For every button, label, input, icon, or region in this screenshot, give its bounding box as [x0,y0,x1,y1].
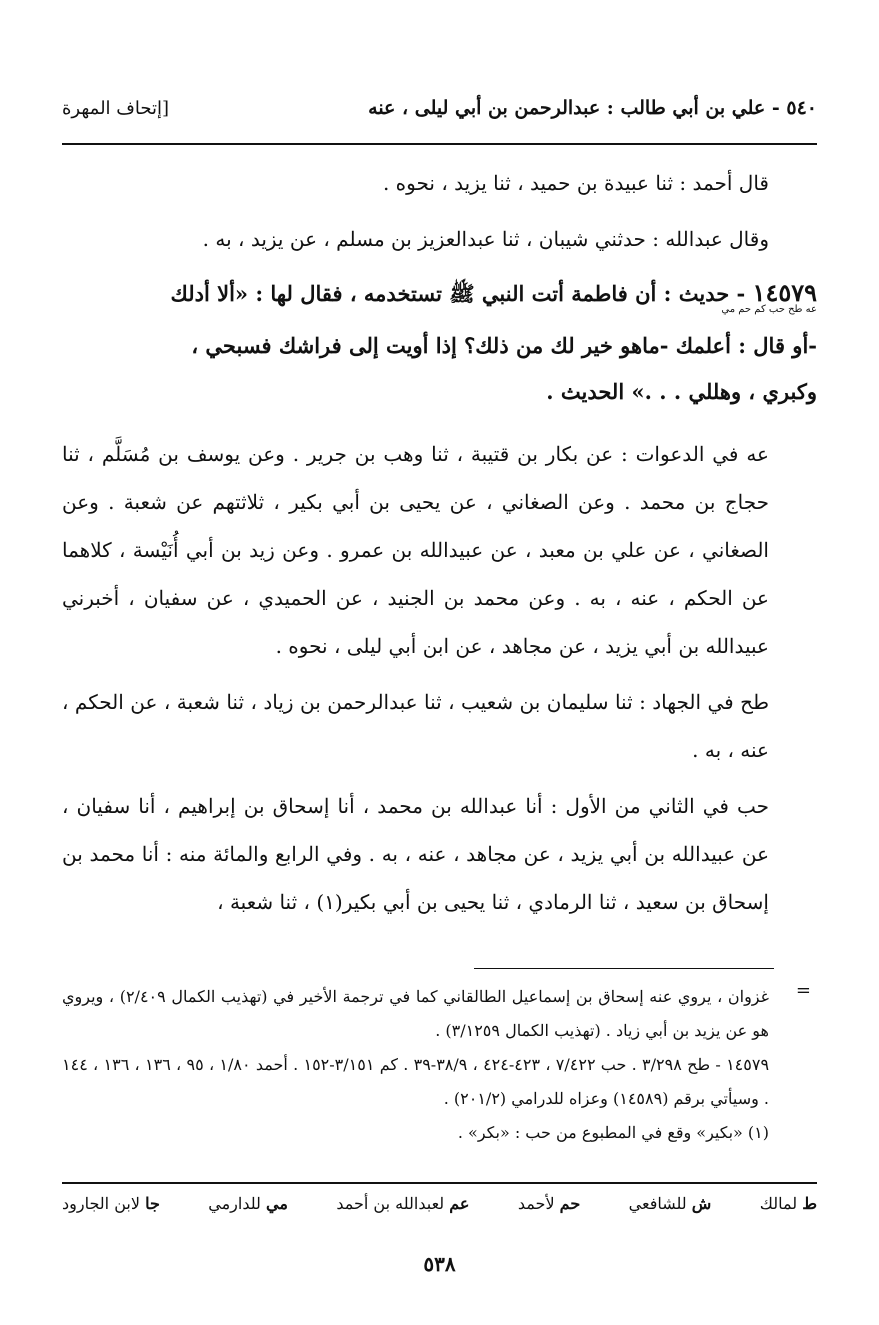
footnote-line: غزوان ، يروي عنه إسحاق بن إسماعيل الطالقاني كما في ترجمة الأخير في (تهذيب الكمال ٢/٤٠٩) ، ويروي هو عن يزيد بن أبي زياد . (تهذيب الكمال ٣/١٢٥٩) . [62,987,769,1040]
header-title: ٥٤٠ - علي بن أبي طالب : عبدالرحمن بن أبي ليلى ، عنه [368,97,817,119]
hadith-line [62,270,817,317]
page-number: ٥٣٨ [423,1252,456,1276]
takhrij-paragraph: عه في الدعوات : عن بكار بن قتيبة ، ثنا وهب بن جرير . وعن يوسف بن مُسَلَّم ، ثنا حجاج بن محمد . وعن الصغاني ، عن يحيى بن أبي بكير ، ثلاثتهم عن شعبة . وعن الصغاني ، عن علي بن معبد ، عن عبيدالله بن عمرو . وعن زيد بن أبي أُنَيْسة ، كلاهما عن الحكم ، عنه ، به . وعن محمد بن الجنيد ، عن الحميدي ، عن سفيان ، أخبرني عبيدالله بن أبي يزيد ، عن مجاهد ، عن ابن أبي ليلى ، نحوه . [62,442,769,658]
legend-item: ط لمالك [759,1194,817,1213]
footnote-rule [474,968,774,969]
intro-section [62,158,769,264]
sigla-legend [62,1194,817,1213]
legend-item: عم لعبدالله بن أحمد [336,1194,470,1213]
hadith-sigla: عه طح حب كم حم مي [721,304,817,315]
hadith-entry [62,270,817,415]
takhrij-paragraph: حب في الثاني من الأول : أنا عبدالله بن محمد ، أنا إسحاق بن إبراهيم ، أنا سفيان ، عن عبيدالله بن أبي يزيد ، عن مجاهد ، عنه ، به . وفي الرابع والمائة منه : أنا محمد بن إسحاق بن سعيد ، ثنا الرمادي ، ثنا يحيى بن أبي بكير(١) ، ثنا شعبة ، [62,794,769,914]
legend-item: ش للشافعي [628,1194,712,1213]
hadith-number: ١٤٥٧٩ [752,278,817,307]
intro-line: قال أحمد : ثنا عبيدة بن حميد ، ثنا يزيد ، نحوه . [382,171,769,195]
footnote-line: (١) «بكير» وقع في المطبوع من حب : «بكر» . [457,1123,769,1142]
header-book-name: [إتحاف المهرة [62,97,170,119]
intro-line: وقال عبدالله : حدثني شيبان ، ثنا عبدالعزيز بن مسلم ، عن يزيد ، به . [202,227,769,251]
header-rule [62,143,817,145]
continuation-mark: = [795,980,811,1001]
legend-item: جا لابن الجارود [62,1194,160,1213]
legend-item: مي للدارمي [208,1194,288,1213]
hadith-text: - حديث : أن فاطمة أتت النبي ﷺ تستخدمه ، فقال لها : «ألا أدلك [170,281,746,306]
legend-rule [62,1182,817,1184]
legend-item: حم لأحمد [517,1194,581,1213]
takhrij-section [62,430,769,934]
takhrij-paragraph: طح في الجهاد : ثنا سليمان بن شعيب ، ثنا عبدالرحمن بن زياد ، ثنا شعبة ، عن الحكم ، عنه ، به . [62,690,769,762]
hadith-line: وكبري ، وهللي . . .» الحديث . [546,379,817,404]
footnotes [62,980,769,1150]
footnote-line: ١٤٥٧٩ - طح ٣/٢٩٨ . حب ٧/٤٢٢ ، ٤٢٣-٤٢٤ ، ٣٨/٩-٣٩ . كم ٣/١٥١-١٥٢ . أحمد ١/٨٠ ، ٩٥ ، ١٣٦ ، ١٣٦ ، ١٤٤ . وسيأتي برقم (١٤٥٨٩) وعزاه للدرامي (٢٠١/٢) . [62,1055,770,1108]
running-header [62,88,817,128]
hadith-line: -أو قال : أعلمك -ماهو خير لك من ذلك؟ إذا أويت إلى فراشك فسبحي ، [191,333,817,358]
